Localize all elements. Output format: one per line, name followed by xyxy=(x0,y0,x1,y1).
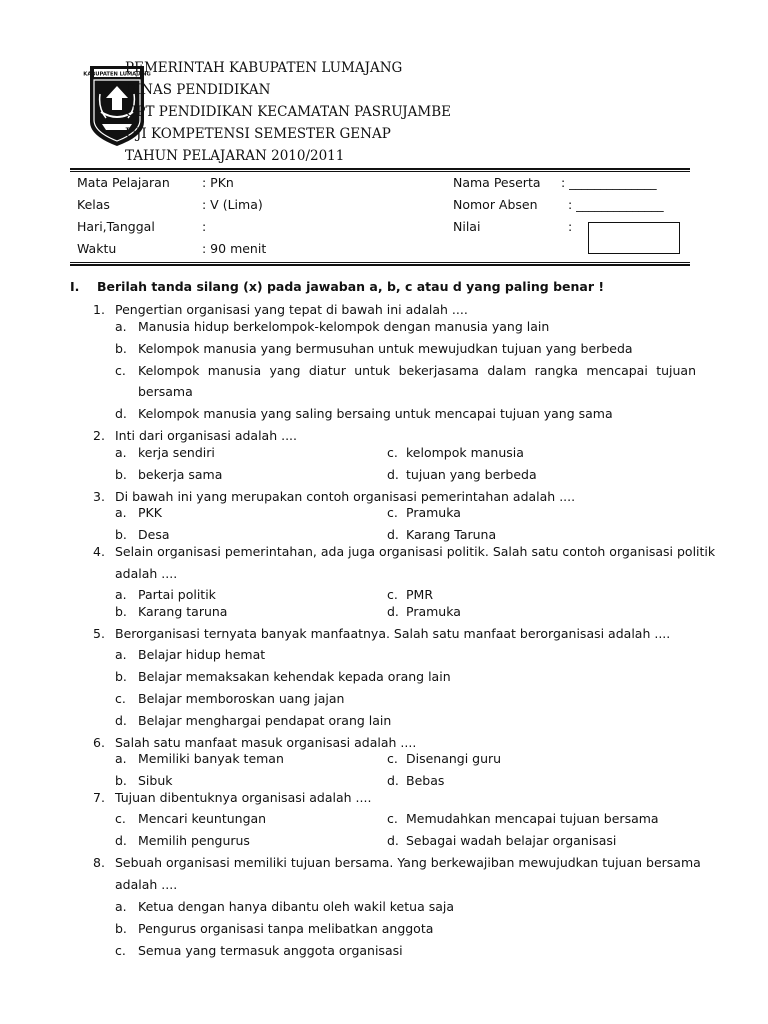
question-text: Di bawah ini yang merupakan contoh organisasi pemerintahan adalah .... xyxy=(115,489,576,504)
q7-option-right-c[interactable]: Memudahkan mencapai tujuan bersama xyxy=(406,811,659,826)
option-letter: b. xyxy=(115,669,127,684)
question-text: Berorganisasi ternyata banyak manfaatnya. Salah satu manfaat berorganisasi adalah .... xyxy=(115,626,671,641)
nilai-box[interactable] xyxy=(588,222,680,254)
option-text: Belajar hidup hemat xyxy=(138,647,266,662)
q4-option-a-letter[interactable]: a. xyxy=(115,587,127,602)
q4-option-c-letter[interactable]: c. xyxy=(387,587,398,602)
section-title xyxy=(70,279,605,294)
q2-option-c-letter[interactable]: c. xyxy=(387,445,398,460)
section-instruction: Berilah tanda silang (x) pada jawaban a, b, c atau d yang paling benar ! xyxy=(97,279,605,294)
info-value-nama[interactable]: : ______________ xyxy=(561,175,657,190)
option-text: Kelompok manusia yang bermusuhan untuk mewujudkan tujuan yang berbeda xyxy=(138,341,633,356)
q7-option-left-c-letter[interactable]: c. xyxy=(115,811,126,826)
q6-option-c[interactable]: Disenangi guru xyxy=(406,751,502,766)
option-text: Belajar menghargai pendapat orang lain xyxy=(138,713,392,728)
q7-option-right-c-letter[interactable]: c. xyxy=(387,811,398,826)
q3-option-a[interactable]: PKK xyxy=(138,505,162,520)
q4-option-b[interactable]: Karang taruna xyxy=(138,604,228,619)
question-number: 2. xyxy=(93,428,105,443)
header-line-2: DINAS PENDIDIKAN xyxy=(125,82,271,98)
q4-option-b-letter[interactable]: b. xyxy=(115,604,127,619)
option-letter: c. xyxy=(115,363,126,378)
question-number: 7. xyxy=(93,790,105,805)
q6-option-a[interactable]: Memiliki banyak teman xyxy=(138,751,284,766)
q2-option-a[interactable]: kerja sendiri xyxy=(138,445,215,460)
header-line-5: TAHUN PELAJARAN 2010/2011 xyxy=(125,148,345,164)
question-number: 6. xyxy=(93,735,105,750)
q6-option-d-letter[interactable]: d. xyxy=(387,773,399,788)
info-label-mapel: Mata Pelajaran xyxy=(77,175,170,190)
option-letter: c. xyxy=(115,691,126,706)
option-letter: a. xyxy=(115,899,127,914)
option-letter: c. xyxy=(115,943,126,958)
question-number: 1. xyxy=(93,302,105,317)
q7-option-left-d[interactable]: Memilih pengurus xyxy=(138,833,250,848)
option-text: Manusia hidup berkelompok-kelompok dengan manusia yang lain xyxy=(138,319,550,334)
info-value-nilai: : xyxy=(568,219,573,234)
q3-option-d-letter[interactable]: d. xyxy=(387,527,399,542)
q2-option-b[interactable]: bekerja sama xyxy=(138,467,223,482)
option-text: Belajar memboroskan uang jajan xyxy=(138,691,345,706)
q4-option-d-letter[interactable]: d. xyxy=(387,604,399,619)
question-text: Pengertian organisasi yang tepat di bawah ini adalah .... xyxy=(115,302,468,317)
q6-option-b-letter[interactable]: b. xyxy=(115,773,127,788)
option-letter: a. xyxy=(115,647,127,662)
option-letter: b. xyxy=(115,341,127,356)
info-value-absen[interactable]: : ______________ xyxy=(568,197,664,212)
question-text: Inti dari organisasi adalah .... xyxy=(115,428,298,443)
q3-option-c[interactable]: Pramuka xyxy=(406,505,461,520)
q7-option-right-d[interactable]: Sebagai wadah belajar organisasi xyxy=(406,833,617,848)
info-value-hari: : xyxy=(202,219,207,234)
q6-option-d[interactable]: Bebas xyxy=(406,773,445,788)
q2-option-d[interactable]: tujuan yang berbeda xyxy=(406,467,537,482)
info-value-mapel: : PKn xyxy=(202,175,234,190)
q3-option-d[interactable]: Karang Taruna xyxy=(406,527,497,542)
q6-option-a-letter[interactable]: a. xyxy=(115,751,127,766)
question-text: Salah satu manfaat masuk organisasi adalah .... xyxy=(115,735,417,750)
header-rule-top-thin xyxy=(70,171,690,172)
info-label-kelas: Kelas xyxy=(77,197,110,212)
q3-option-b-letter[interactable]: b. xyxy=(115,527,127,542)
question-text: Selain organisasi pemerintahan, ada juga organisasi politik. Salah satu contoh organisasi politik xyxy=(115,544,716,559)
q4-option-a[interactable]: Partai politik xyxy=(138,587,216,602)
option-text: Semua yang termasuk anggota organisasi xyxy=(138,943,403,958)
info-label-nama: Nama Peserta xyxy=(453,175,541,190)
q7-option-right-d-letter[interactable]: d. xyxy=(387,833,399,848)
question-number: 8. xyxy=(93,855,105,870)
question-number: 5. xyxy=(93,626,105,641)
question-text: Sebuah organisasi memiliki tujuan bersama. Yang berkewajiban mewujudkan tujuan bersama xyxy=(115,855,701,870)
option-text: Belajar memaksakan kehendak kepada orang lain xyxy=(138,669,451,684)
info-rule-bottom xyxy=(70,264,690,266)
q2-option-b-letter[interactable]: b. xyxy=(115,467,127,482)
question-1 xyxy=(0,302,768,318)
q7-option-left-c[interactable]: Mencari keuntungan xyxy=(138,811,267,826)
q3-option-b[interactable]: Desa xyxy=(138,527,170,542)
q6-option-b[interactable]: Sibuk xyxy=(138,773,173,788)
question-number: 4. xyxy=(93,544,105,559)
header-rule-top xyxy=(70,168,690,170)
option-letter: d. xyxy=(115,713,127,728)
q3-option-a-letter[interactable]: a. xyxy=(115,505,127,520)
question-text: Tujuan dibentuknya organisasi adalah .... xyxy=(115,790,372,805)
header-line-1: PEMERINTAH KABUPATEN LUMAJANG xyxy=(125,60,403,76)
q6-option-c-letter[interactable]: c. xyxy=(387,751,398,766)
header-line-4: UJI KOMPETENSI SEMESTER GENAP xyxy=(125,126,391,142)
question-text-continued: adalah .... xyxy=(115,877,178,892)
info-label-absen: Nomor Absen xyxy=(453,197,538,212)
info-value-waktu: : 90 menit xyxy=(202,241,267,256)
header-line-3: UPT PENDIDIKAN KECAMATAN PASRUJAMBE xyxy=(125,104,451,120)
logo-text: KABUPATEN LUMAJANG xyxy=(83,71,151,78)
q7-option-left-d-letter[interactable]: d. xyxy=(115,833,127,848)
info-label-hari: Hari,Tanggal xyxy=(77,219,155,234)
info-value-kelas: : V (Lima) xyxy=(202,197,263,212)
q4-option-d[interactable]: Pramuka xyxy=(406,604,461,619)
info-label-nilai: Nilai xyxy=(453,219,481,234)
option-text: Kelompok manusia yang saling bersaing untuk mencapai tujuan yang sama xyxy=(138,406,613,421)
option-text: Pengurus organisasi tanpa melibatkan anggota xyxy=(138,921,434,936)
question-text-continued: adalah .... xyxy=(115,566,178,581)
option-letter: a. xyxy=(115,319,127,334)
q2-option-a-letter[interactable]: a. xyxy=(115,445,127,460)
option-letter: d. xyxy=(115,406,127,421)
q2-option-c[interactable]: kelompok manusia xyxy=(406,445,524,460)
q2-option-d-letter[interactable]: d. xyxy=(387,467,399,482)
question-number: 3. xyxy=(93,489,105,504)
option-letter: b. xyxy=(115,921,127,936)
info-rule-bottom-thin xyxy=(70,262,690,263)
info-label-waktu: Waktu xyxy=(77,241,117,256)
q4-option-c[interactable]: PMR xyxy=(406,587,434,602)
q3-option-c-letter[interactable]: c. xyxy=(387,505,398,520)
option-text: Kelompok manusia yang diatur untuk bekerjasama dalam rangka mencapai tujuan xyxy=(138,363,696,378)
section-numeral: I. xyxy=(70,279,80,294)
option-text-continued: bersama xyxy=(138,384,193,399)
option-text: Ketua dengan hanya dibantu oleh wakil ketua saja xyxy=(138,899,455,914)
